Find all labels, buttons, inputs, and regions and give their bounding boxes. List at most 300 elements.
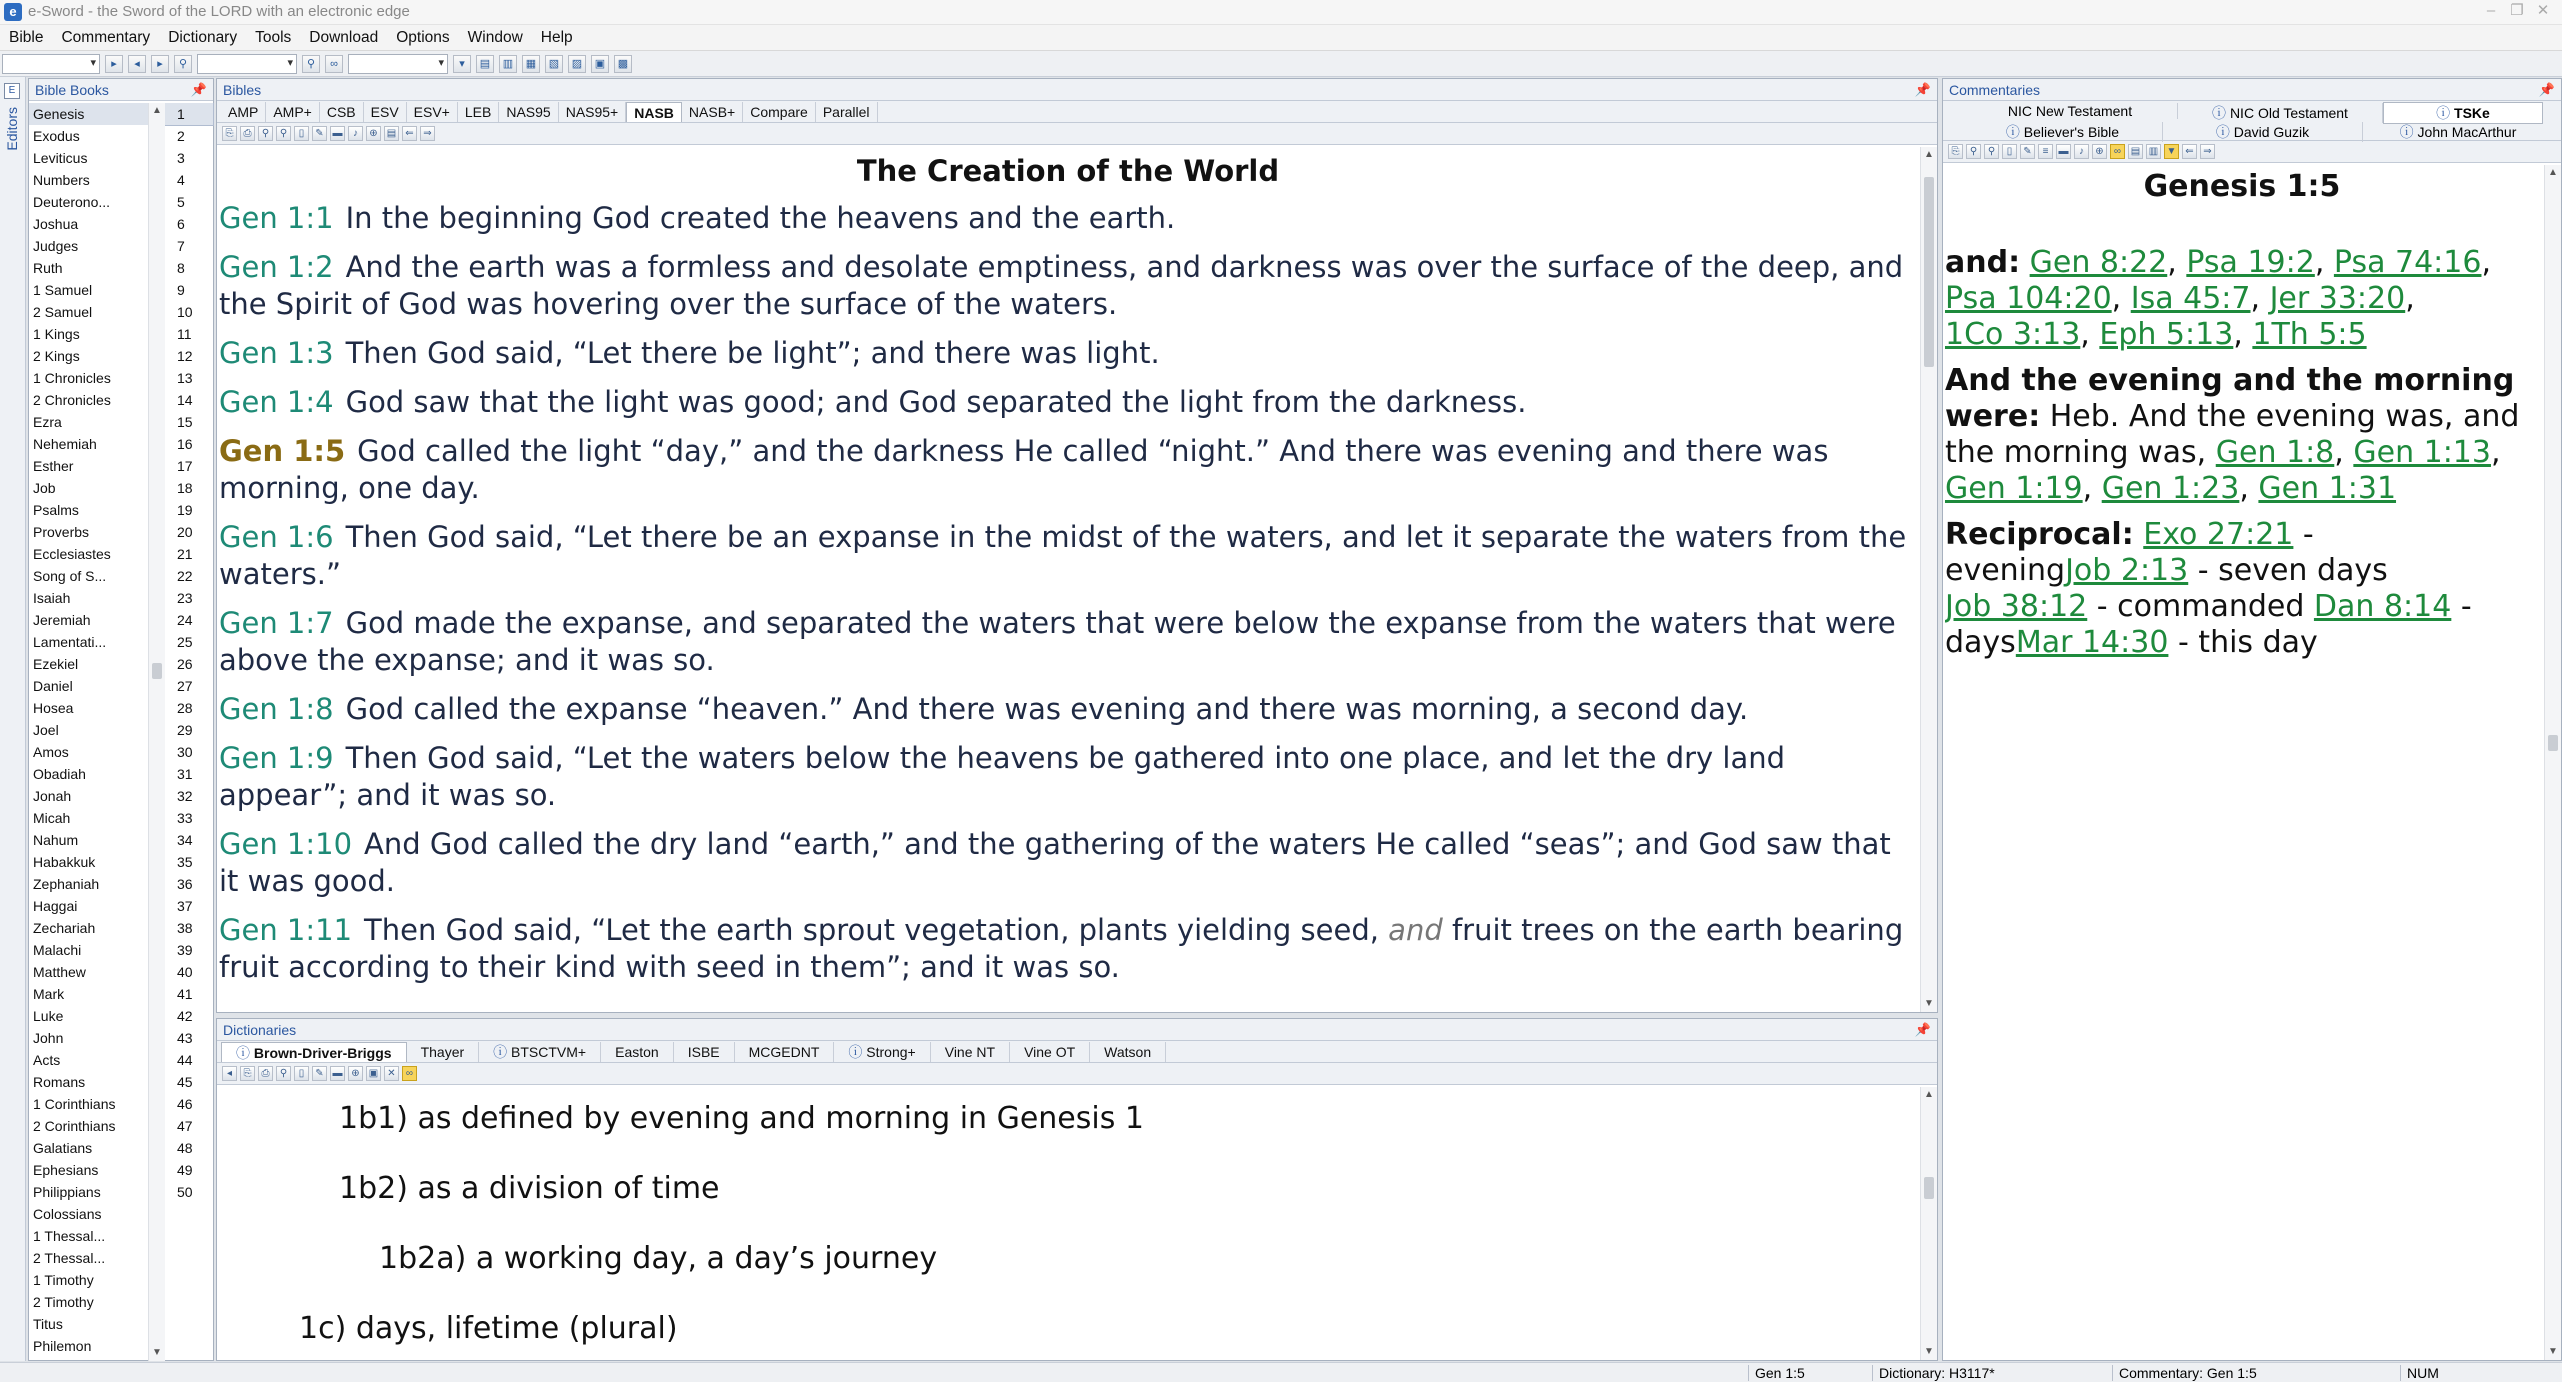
- chapter-item[interactable]: 41: [177, 986, 193, 1002]
- book-item[interactable]: 2 Corinthians: [33, 1118, 116, 1134]
- menu-commentary[interactable]: Commentary: [61, 28, 151, 46]
- sync-right-icon[interactable]: ⇒: [2200, 144, 2215, 159]
- tab-label: Parallel: [822, 104, 870, 120]
- audio-icon[interactable]: ♪: [2074, 144, 2089, 159]
- chapter-item[interactable]: 10: [177, 304, 193, 320]
- tab-believers-bible[interactable]: ⓘ Believer's Bible: [1963, 122, 2163, 142]
- go-icon[interactable]: ▸: [105, 55, 123, 73]
- bible-toolbar: [217, 123, 1937, 145]
- commentary-text: [1945, 165, 2539, 1360]
- chapter-item[interactable]: 6: [177, 216, 185, 232]
- book-item[interactable]: 2 Chronicles: [33, 392, 111, 408]
- book-item[interactable]: 1 Chronicles: [33, 370, 111, 386]
- chapter-item[interactable]: 35: [177, 854, 193, 870]
- tab-nasb-[interactable]: [682, 102, 743, 122]
- book-item[interactable]: Judges: [33, 238, 79, 254]
- forward-icon[interactable]: ▸: [151, 55, 169, 73]
- commentary-para-3: Reciprocal: Exo 27:21 - eveningJob 2:13 - seven days Job 38:12 - commanded Dan 8:14 - daysMar 14:30 - this day: [1945, 517, 2482, 660]
- tab-nic-nt[interactable]: NIC New Testament: [1963, 103, 2178, 119]
- commentary-heading: Genesis 1:5: [2143, 169, 2341, 204]
- search-icon[interactable]: ⚲: [276, 1066, 291, 1081]
- verse-text: In the beginning God created the heavens and the earth.: [345, 201, 1176, 235]
- chapter-item[interactable]: 1: [150, 103, 213, 125]
- list-icon[interactable]: ≡: [2038, 144, 2053, 159]
- dictionaries-title: Dictionaries: [223, 1022, 297, 1038]
- tab-esv-[interactable]: [407, 102, 458, 122]
- verse-ref-link[interactable]: Gen 1:9: [219, 741, 334, 775]
- zoom-icon[interactable]: ⊕: [2092, 144, 2107, 159]
- verse: [219, 740, 1917, 814]
- tab-esv[interactable]: [364, 102, 407, 122]
- commentary-tabs: [1943, 101, 2561, 141]
- tab-mcgednt[interactable]: [735, 1042, 835, 1062]
- layout2-icon[interactable]: ▥: [499, 55, 517, 73]
- link-icon[interactable]: ∞: [2110, 144, 2125, 159]
- chapter-item[interactable]: 40: [177, 964, 193, 980]
- image-icon[interactable]: ▣: [591, 55, 609, 73]
- scripture-link[interactable]: Mar 14:30: [2015, 625, 2169, 660]
- verse: [219, 826, 1917, 900]
- info-icon: ⓘ: [2399, 124, 2414, 140]
- tab-label: Thayer: [420, 1044, 465, 1060]
- chapter-item[interactable]: 43: [177, 1030, 193, 1046]
- book-item[interactable]: Esther: [33, 458, 74, 474]
- book-item[interactable]: Philippians: [33, 1184, 101, 1200]
- find-icon[interactable]: ⚲: [1984, 144, 1999, 159]
- tab-label: AMP+: [273, 104, 312, 120]
- link-icon[interactable]: ∞: [402, 1066, 417, 1081]
- verse-text: God made the expanse, and separated the waters that were below the expanse from the waters that were above the expanse; and it was so.: [219, 606, 1896, 677]
- verse-ref-link[interactable]: Gen 1:2: [219, 250, 334, 284]
- chapter-item[interactable]: 44: [177, 1052, 193, 1068]
- book-item[interactable]: Romans: [33, 1074, 86, 1090]
- book-item[interactable]: Genesis: [29, 103, 149, 125]
- book-item[interactable]: Numbers: [33, 172, 90, 188]
- zoom-icon[interactable]: ⊕: [348, 1066, 363, 1081]
- link-icon[interactable]: ∞: [325, 55, 343, 73]
- chapter-item[interactable]: 47: [177, 1118, 193, 1134]
- layout4-icon[interactable]: ▧: [545, 55, 563, 73]
- chapter-item[interactable]: 4: [177, 172, 185, 188]
- book-item[interactable]: Ecclesiastes: [33, 546, 111, 562]
- bookmark-icon[interactable]: ▯: [294, 126, 309, 141]
- book-item[interactable]: Amos: [33, 744, 69, 760]
- book-item[interactable]: Exodus: [33, 128, 80, 144]
- dictionary-tabs: [217, 1041, 1937, 1063]
- bible-tabs: [217, 101, 1937, 123]
- tab-nas95[interactable]: [499, 102, 558, 122]
- dictionaries-header: [217, 1019, 1937, 1041]
- chapter-item[interactable]: 39: [177, 942, 193, 958]
- search-icon[interactable]: ⚲: [258, 126, 273, 141]
- book-item[interactable]: Zephaniah: [33, 876, 100, 892]
- book-item[interactable]: Proverbs: [33, 524, 90, 540]
- print-icon[interactable]: ⎙: [258, 1066, 273, 1081]
- book-item[interactable]: Haggai: [33, 898, 78, 914]
- bible-books-panel: [28, 78, 214, 1361]
- chapter-item[interactable]: 18: [177, 480, 193, 496]
- book-item[interactable]: Mark: [33, 986, 65, 1002]
- chapter-item[interactable]: 2: [177, 128, 185, 144]
- scripture-link[interactable]: Job 2:13: [2065, 553, 2189, 588]
- tab-label: BTSCTVM+: [511, 1044, 587, 1060]
- book-item[interactable]: 2 Samuel: [33, 304, 93, 320]
- menu-help[interactable]: Help: [540, 28, 573, 46]
- verse-ref-link[interactable]: Gen 1:11: [219, 913, 353, 947]
- verse-ref-link[interactable]: Gen 1:8: [219, 692, 334, 726]
- dictionary-scrollbar[interactable]: ▲ ▼: [1920, 1087, 1937, 1360]
- pin-icon[interactable]: 📌: [2538, 82, 2555, 97]
- tab-label: Watson: [1104, 1044, 1152, 1060]
- menu-options[interactable]: Options: [396, 28, 450, 46]
- status-verse: Gen 1:5: [1748, 1365, 1805, 1381]
- books-scrollbar[interactable]: ▲ ▼: [148, 103, 165, 1361]
- book-item[interactable]: Nahum: [33, 832, 79, 848]
- tab-john-macarthur[interactable]: ⓘ John MacArthur: [2399, 124, 2517, 140]
- chapter-item[interactable]: 14: [177, 392, 193, 408]
- back-icon[interactable]: ◂: [128, 55, 146, 73]
- verse-text: Then God said, “Let there be an expanse in the midst of the waters, and let it separate the waters from the waters.”: [219, 520, 1907, 591]
- chapter-item[interactable]: 33: [177, 810, 193, 826]
- find-icon[interactable]: ⚲: [276, 126, 291, 141]
- layout1-icon[interactable]: ▤: [476, 55, 494, 73]
- scripture-link[interactable]: 1Co 3:13: [1945, 317, 2081, 352]
- bible-scrollbar[interactable]: ▲ ▼: [1920, 147, 1937, 1012]
- scope-combo[interactable]: [348, 54, 448, 74]
- commentaries-panel: [1942, 78, 2562, 1361]
- book-item[interactable]: 1 Corinthians: [33, 1096, 116, 1112]
- tab-leb[interactable]: [458, 102, 499, 122]
- chapter-item[interactable]: 9: [177, 282, 185, 298]
- tab-csb[interactable]: [320, 102, 364, 122]
- reciprocal-note: - days: [1945, 589, 2482, 660]
- chapter-item[interactable]: 12: [177, 348, 193, 364]
- chapter-item[interactable]: 7: [177, 238, 185, 254]
- print-icon[interactable]: ⎙: [240, 126, 255, 141]
- bible-books-title: Bible Books: [35, 82, 109, 98]
- book-item[interactable]: 1 Samuel: [33, 282, 93, 298]
- scripture-link[interactable]: Gen 1:19: [1945, 471, 2083, 506]
- close-icon[interactable]: ✕: [2536, 2, 2550, 19]
- tab-strong-[interactable]: [834, 1042, 930, 1062]
- scripture-link[interactable]: Gen 1:13: [2353, 435, 2491, 470]
- scripture-link[interactable]: Job 38:12: [1945, 589, 2088, 624]
- scripture-link[interactable]: 1Th 5:5: [2252, 317, 2367, 352]
- book-item[interactable]: 2 Timothy: [33, 1294, 94, 1310]
- book-item[interactable]: Titus: [33, 1316, 63, 1332]
- copy-icon[interactable]: ⎘: [240, 1066, 255, 1081]
- note-icon[interactable]: ✎: [312, 126, 327, 141]
- tab-label: NASB+: [688, 104, 736, 120]
- dict-line: 1b2a) a working day, a day’s journey: [379, 1241, 938, 1276]
- tab-compare[interactable]: [743, 102, 816, 122]
- tab-label: Brown-Driver-Briggs: [253, 1045, 392, 1061]
- highlight-icon[interactable]: ▬: [330, 126, 345, 141]
- verse: [219, 691, 1917, 728]
- book-item[interactable]: 2 Thessal...: [33, 1250, 106, 1266]
- tab-vine-nt[interactable]: [931, 1042, 1010, 1062]
- book-item[interactable]: John: [33, 1030, 64, 1046]
- scripture-link[interactable]: Dan 8:14: [2313, 589, 2452, 624]
- chapter-item[interactable]: 48: [177, 1140, 193, 1156]
- chapter-item[interactable]: 30: [177, 744, 193, 760]
- menu-download[interactable]: Download: [309, 28, 379, 46]
- menu-tools[interactable]: Tools: [255, 28, 292, 46]
- sync-left-icon[interactable]: ⇐: [2182, 144, 2197, 159]
- chapter-item[interactable]: 23: [177, 590, 193, 606]
- search-icon[interactable]: ⚲: [174, 55, 192, 73]
- scripture-link[interactable]: Gen 8:22: [2029, 245, 2168, 280]
- tab-david-guzik[interactable]: ⓘ David Guzik: [2163, 122, 2363, 142]
- verse-text: fruit trees on the earth bearing fruit according to their kind with seed in them”; and it was so.: [219, 913, 1904, 984]
- close-icon[interactable]: ✕: [384, 1066, 399, 1081]
- layout3-icon[interactable]: ▦: [522, 55, 540, 73]
- book-item[interactable]: Ezra: [33, 414, 62, 430]
- chapter-item[interactable]: 27: [177, 678, 193, 694]
- commentaries-header: [1943, 79, 2561, 101]
- book-item[interactable]: Leviticus: [33, 150, 88, 166]
- verse-text: God saw that the light was good; and God separated the light from the darkness.: [345, 385, 1527, 419]
- chapter-item[interactable]: 13: [177, 370, 193, 386]
- tab-vine-ot[interactable]: [1010, 1042, 1090, 1062]
- chapter-item[interactable]: 17: [177, 458, 193, 474]
- book-item[interactable]: Ruth: [33, 260, 63, 276]
- copy-icon[interactable]: ⎘: [1948, 144, 1963, 159]
- tab-label: ESV: [370, 104, 399, 120]
- chapter-item[interactable]: 22: [177, 568, 193, 584]
- scripture-link[interactable]: Eph 5:13: [2099, 317, 2234, 352]
- tab-amp[interactable]: [221, 102, 266, 122]
- tab-label: NAS95: [506, 104, 551, 120]
- tab-label: NASB: [634, 105, 674, 121]
- scripture-link[interactable]: Gen 1:31: [2258, 471, 2397, 506]
- info-icon: ⓘ: [236, 1045, 254, 1061]
- menu-dictionary[interactable]: Dictionary: [168, 28, 238, 46]
- find-icon[interactable]: ⚲: [302, 55, 320, 73]
- book-item[interactable]: Psalms: [33, 502, 79, 518]
- minimize-icon[interactable]: –: [2486, 2, 2496, 19]
- book-item[interactable]: Job: [33, 480, 56, 496]
- chapter-item[interactable]: 11: [177, 326, 192, 342]
- pin-icon[interactable]: 📌: [190, 82, 207, 97]
- verse-ref-link[interactable]: Gen 1:4: [219, 385, 334, 419]
- chapter-item[interactable]: 15: [177, 414, 193, 430]
- verse: [219, 605, 1917, 679]
- verse-ref-link[interactable]: Gen 1:10: [219, 827, 353, 861]
- book-item[interactable]: Isaiah: [33, 590, 71, 606]
- book-item[interactable]: Acts: [33, 1052, 61, 1068]
- tab-easton[interactable]: [601, 1042, 674, 1062]
- chapter-item[interactable]: 5: [177, 194, 185, 210]
- reference-combo[interactable]: [2, 54, 100, 74]
- book-item[interactable]: Joel: [33, 722, 59, 738]
- chapter-item[interactable]: 8: [177, 260, 185, 276]
- verse-ref-link[interactable]: Gen 1:5: [219, 434, 346, 468]
- chapter-item[interactable]: 31: [177, 766, 193, 782]
- scripture-link[interactable]: Gen 1:8: [2215, 435, 2335, 470]
- tab-nas95-[interactable]: [559, 102, 627, 122]
- tab-label: AMP: [228, 104, 259, 120]
- chapter-item[interactable]: 36: [177, 876, 193, 892]
- book-item[interactable]: Galatians: [33, 1140, 93, 1156]
- tab-parallel[interactable]: [816, 102, 878, 122]
- map-icon[interactable]: ▩: [614, 55, 632, 73]
- commentary-para-1: and: Gen 8:22, Psa 19:2, Psa 74:16, Psa 104:20, Isa 45:7, Jer 33:20, 1Co 3:13, Eph 5:13, 1Th 5:5: [1945, 245, 2492, 352]
- book-item[interactable]: 1 Thessal...: [33, 1228, 106, 1244]
- layout5-icon[interactable]: ▨: [568, 55, 586, 73]
- dict-line: 1b2) as a division of time: [339, 1171, 720, 1206]
- tab-isbe[interactable]: [674, 1042, 735, 1062]
- commentaries-title: Commentaries: [1949, 82, 2041, 98]
- book-item[interactable]: Daniel: [33, 678, 73, 694]
- tab-tske[interactable]: ⓘ TSKe: [2383, 102, 2543, 124]
- restore-icon[interactable]: ❐: [2510, 2, 2524, 19]
- book-item[interactable]: Malachi: [33, 942, 82, 958]
- scripture-link[interactable]: Psa 104:20: [1945, 281, 2112, 316]
- info-icon: ⓘ: [2436, 105, 2451, 121]
- book-item[interactable]: Habakkuk: [33, 854, 96, 870]
- book-item[interactable]: Joshua: [33, 216, 79, 232]
- scripture-link[interactable]: Isa 45:7: [2130, 281, 2251, 316]
- note-icon[interactable]: ✎: [312, 1066, 327, 1081]
- verse: [219, 335, 1917, 372]
- audio-icon[interactable]: ♪: [348, 126, 363, 141]
- tab-amp-[interactable]: [266, 102, 320, 122]
- book-item[interactable]: Jonah: [33, 788, 72, 804]
- menu-window[interactable]: Window: [467, 28, 523, 46]
- highlight-icon[interactable]: ▬: [330, 1066, 345, 1081]
- chapter-item[interactable]: 24: [177, 612, 193, 628]
- book-item[interactable]: Matthew: [33, 964, 86, 980]
- book-item[interactable]: Song of S...: [33, 568, 107, 584]
- verse-ref-link[interactable]: Gen 1:7: [219, 606, 334, 640]
- book-item[interactable]: Jeremiah: [33, 612, 91, 628]
- book-item[interactable]: Luke: [33, 1008, 64, 1024]
- zoom-icon[interactable]: ⊕: [366, 126, 381, 141]
- doc-icon[interactable]: ▤: [2128, 144, 2143, 159]
- verse-italic: and: [1388, 913, 1443, 947]
- chapter-item[interactable]: 37: [177, 898, 193, 914]
- chapter-item[interactable]: 28: [177, 700, 193, 716]
- verse-text: Then God said, “Let there be light”; and there was light.: [345, 336, 1160, 370]
- book-item[interactable]: Micah: [33, 810, 71, 826]
- book-item[interactable]: 1 Kings: [33, 326, 80, 342]
- note-icon[interactable]: ✎: [2020, 144, 2035, 159]
- commentary-text-area: [1943, 165, 2561, 1360]
- title-bar: [0, 0, 2562, 25]
- tab-label: NAS95+: [565, 104, 619, 120]
- chapter-item[interactable]: 42: [177, 1008, 193, 1024]
- editor-icon[interactable]: E: [4, 83, 20, 99]
- chapter-item[interactable]: 38: [177, 920, 193, 936]
- tab-watson[interactable]: [1090, 1042, 1166, 1062]
- status-commentary: Commentary: Gen 1:5: [2112, 1365, 2257, 1381]
- verse-list: [219, 200, 1917, 986]
- book-item[interactable]: Philemon: [33, 1338, 92, 1354]
- main-toolbar: [0, 51, 2562, 77]
- chapter-item[interactable]: 32: [177, 788, 193, 804]
- tab-label: ESV+: [413, 104, 450, 120]
- commentary-scrollbar[interactable]: ▲ ▼: [2544, 165, 2561, 1360]
- copy-icon[interactable]: ⎘: [222, 126, 237, 141]
- book-item[interactable]: Nehemiah: [33, 436, 97, 452]
- highlight-icon[interactable]: ▬: [2056, 144, 2071, 159]
- chapter-item[interactable]: 3: [177, 150, 185, 166]
- tab-brown-driver-briggs[interactable]: [221, 1042, 407, 1062]
- back-icon[interactable]: ◂: [222, 1066, 237, 1081]
- layout-icon[interactable]: ▤: [384, 126, 399, 141]
- bookmark-icon[interactable]: ▯: [2002, 144, 2017, 159]
- scripture-link[interactable]: Psa 74:16: [2333, 245, 2482, 280]
- verse: [219, 912, 1917, 986]
- book-item[interactable]: Hosea: [33, 700, 74, 716]
- dict-line: 1c) days, lifetime (plural): [299, 1311, 678, 1346]
- sync-right-icon[interactable]: ⇒: [420, 126, 435, 141]
- doc2-icon[interactable]: ▥: [2146, 144, 2161, 159]
- scripture-link[interactable]: Jer 33:20: [2269, 281, 2406, 316]
- scripture-link[interactable]: Gen 1:23: [2101, 471, 2240, 506]
- book-item[interactable]: 2 Kings: [33, 348, 80, 364]
- pin-icon[interactable]: 📌: [1914, 1022, 1931, 1037]
- verse-ref-link[interactable]: Gen 1:1: [219, 201, 334, 235]
- chapter-item[interactable]: 25: [177, 634, 193, 650]
- menu-bible[interactable]: Bible: [9, 28, 44, 46]
- book-item[interactable]: Lamentati...: [33, 634, 107, 650]
- image-icon[interactable]: ▣: [366, 1066, 381, 1081]
- tab-btsctvm-[interactable]: [479, 1042, 601, 1062]
- sync-left-icon[interactable]: ⇐: [402, 126, 417, 141]
- chapter-item[interactable]: 19: [177, 502, 193, 518]
- chapter-item[interactable]: 46: [177, 1096, 193, 1112]
- status-num: NUM: [2400, 1365, 2439, 1381]
- chapter-item[interactable]: 34: [177, 832, 193, 848]
- verse-ref-link[interactable]: Gen 1:6: [219, 520, 334, 554]
- chapter-item[interactable]: 26: [177, 656, 193, 672]
- book-item[interactable]: 1 Timothy: [33, 1272, 94, 1288]
- book-item[interactable]: Ephesians: [33, 1162, 99, 1178]
- editors-label[interactable]: Editors: [4, 107, 20, 151]
- book-item[interactable]: Obadiah: [33, 766, 86, 782]
- chapter-item[interactable]: 21: [177, 546, 193, 562]
- pin-icon[interactable]: 📌: [1914, 82, 1931, 97]
- book-item[interactable]: Deuterono...: [33, 194, 111, 210]
- search-icon[interactable]: ⚲: [1966, 144, 1981, 159]
- tab-nic-ot[interactable]: ⓘ NIC Old Testament: [2178, 103, 2383, 123]
- bookmark-icon[interactable]: ▯: [294, 1066, 309, 1081]
- verse: [219, 384, 1917, 421]
- chapter-item[interactable]: 29: [177, 722, 193, 738]
- book-item[interactable]: Colossians: [33, 1206, 102, 1222]
- dict-line: 1b1) as defined by evening and morning in Genesis 1: [339, 1101, 1144, 1136]
- scripture-link[interactable]: Psa 19:2: [2186, 245, 2315, 280]
- tab-nasb[interactable]: [626, 102, 682, 122]
- book-item[interactable]: Zechariah: [33, 920, 96, 936]
- filter-icon[interactable]: ▼: [2164, 144, 2179, 159]
- chapter-item[interactable]: 45: [177, 1074, 193, 1090]
- verse-ref-link[interactable]: Gen 1:3: [219, 336, 334, 370]
- book-item[interactable]: Ezekiel: [33, 656, 79, 672]
- dictionary-text-area: [217, 1087, 1937, 1360]
- chapter-item[interactable]: 49: [177, 1162, 193, 1178]
- chapter-item[interactable]: 20: [177, 524, 193, 540]
- tab-label: Vine NT: [944, 1044, 996, 1060]
- tab-thayer[interactable]: [407, 1042, 480, 1062]
- chapter-item[interactable]: 16: [177, 436, 193, 452]
- filter-icon[interactable]: ▾: [453, 55, 471, 73]
- chapter-item[interactable]: 50: [177, 1184, 193, 1200]
- scripture-link[interactable]: Exo 27:21: [2143, 517, 2294, 552]
- search-combo[interactable]: [197, 54, 297, 74]
